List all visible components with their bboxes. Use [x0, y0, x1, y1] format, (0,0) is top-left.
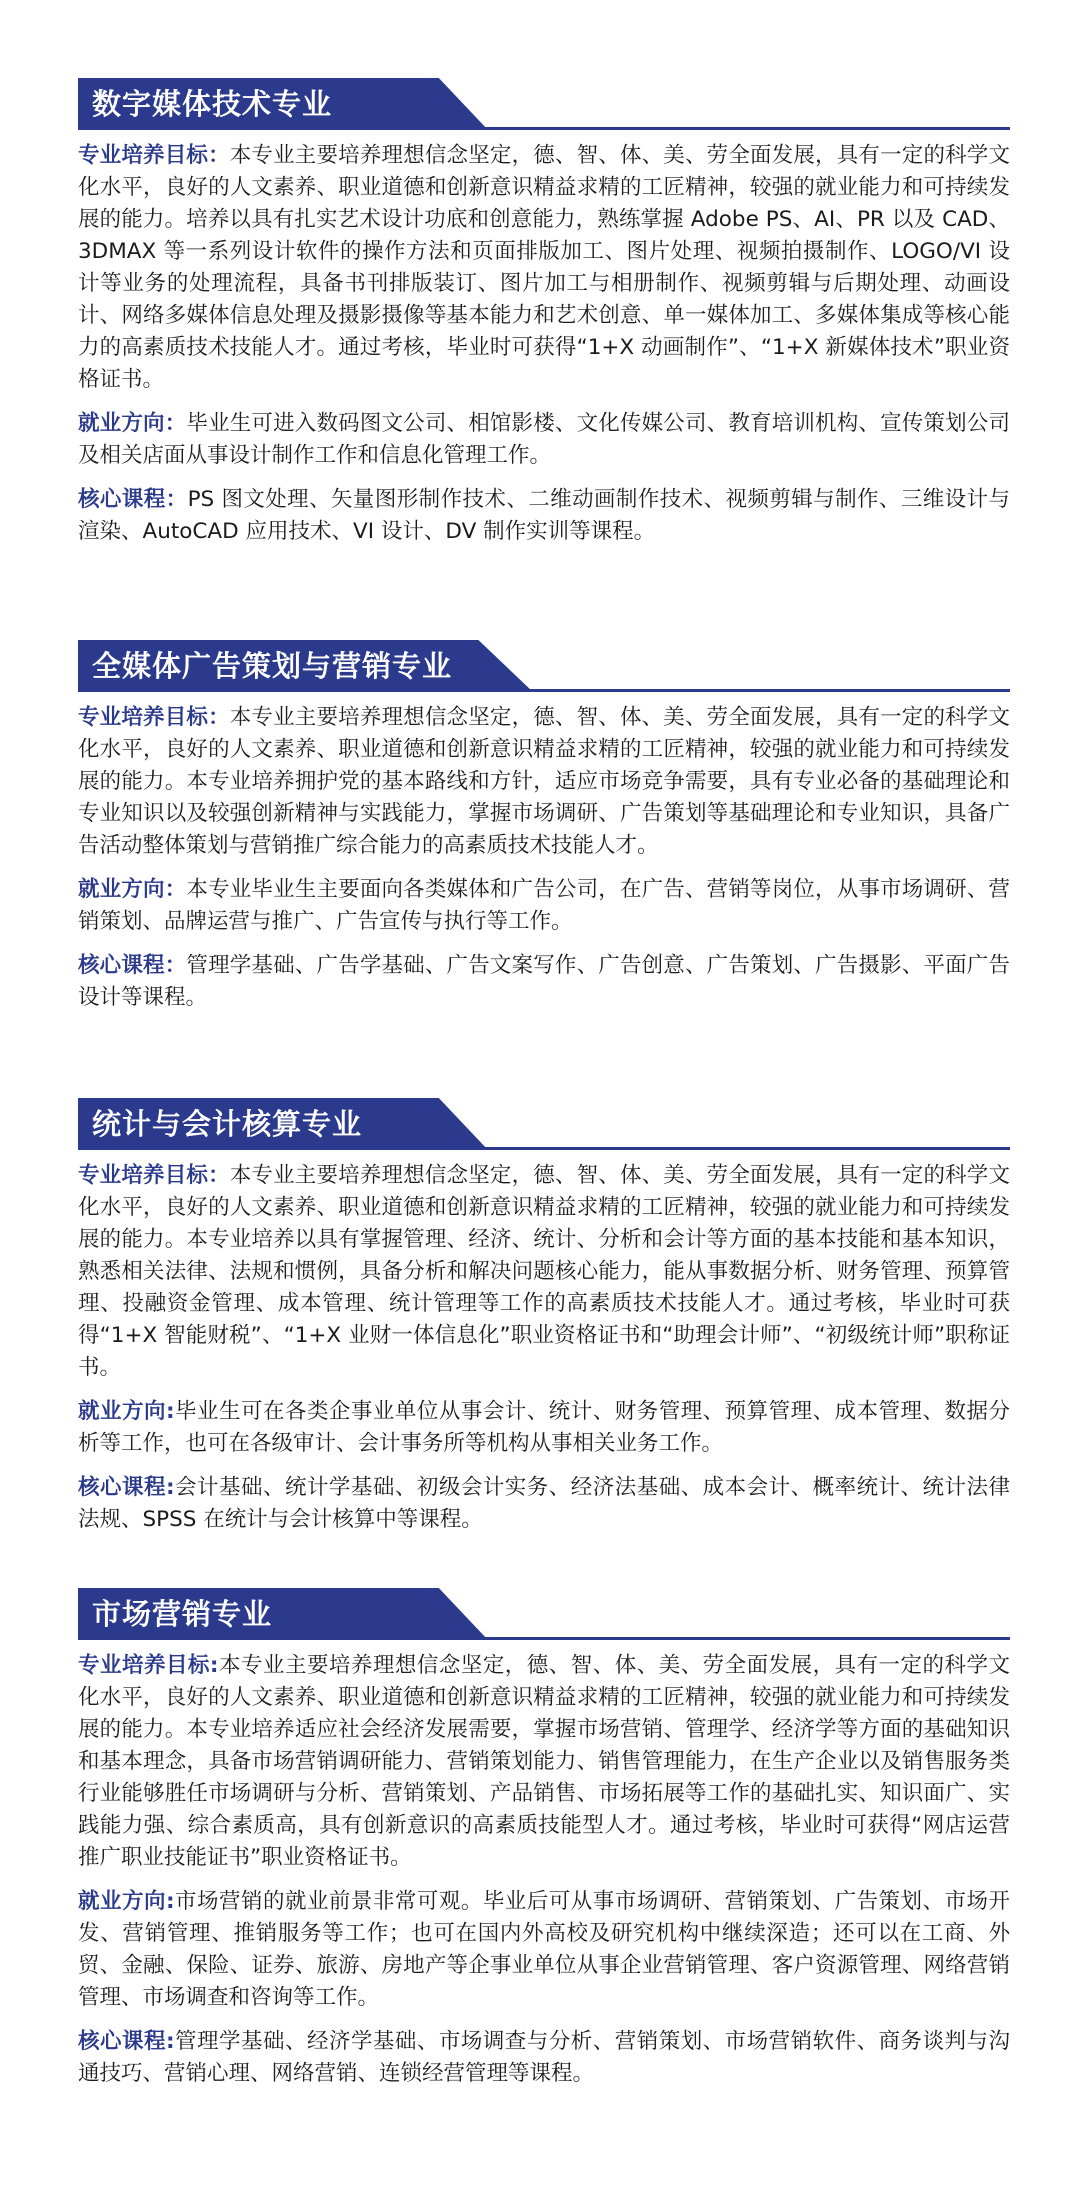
- core-courses-label: 核心课程:: [78, 1475, 175, 1500]
- training-goal: [78, 140, 1010, 396]
- training-goal-label: 专业培养目标：: [78, 143, 230, 168]
- section-title: 市场营销专业: [92, 1597, 273, 1631]
- core-courses-label: 核心课程:: [78, 2029, 175, 2054]
- section-title: 数字媒体技术专业: [92, 87, 333, 121]
- training-goal: [78, 1650, 1010, 1874]
- section-title: 统计与会计核算专业: [92, 1107, 363, 1141]
- core-courses-label: 核心课程：: [78, 487, 188, 512]
- training-goal-label: 专业培养目标：: [78, 705, 230, 730]
- major-section-digital-media: [78, 78, 1010, 548]
- training-goal-text: 本专业主要培养理想信念坚定，德、智、体、美、劳全面发展，具有一定的科学文化水平，良好的人文素养、职业道德和创新意识精益求精的工匠精神，较强的就业能力和可持续发展的能力。本专业培养拥护党的基本路线和方针，适应市场竞争需要，具有专业必备的基础理论和专业知识以及较强创新精神与实践能力，掌握市场调研、广告策划等基础理论和专业知识，具备广告活动整体策划与营销推广综合能力的高素质技术技能人才。: [78, 705, 1010, 858]
- training-goal-text: 本专业主要培养理想信念坚定，德、智、体、美、劳全面发展，具有一定的科学文化水平，良好的人文素养、职业道德和创新意识精益求精的工匠精神，较强的就业能力和可持续发展的能力。培养以具有扎实艺术设计功底和创意能力，熟练掌握 Adobe PS、AI、PR 以及 CAD、3DMAX 等一系列设计软件的操作方法和页面排版加工、图片处理、视频拍摄制作、LOGO/VI 设计等业务的处理流程，具备书刊排版装订、图片加工与相册制作、视频剪辑与后期处理、动画设计、网络多媒体信息处理及摄影摄像等基本能力和艺术创意、单一媒体加工、多媒体集成等核心能力的高素质技术技能人才。通过考核，毕业时可获得“1+X 动画制作”、“1+X 新媒体技术”职业资格证书。: [78, 143, 1010, 392]
- career-direction: [78, 1396, 1010, 1460]
- section-divider: [78, 689, 1010, 692]
- section-divider: [78, 127, 1010, 130]
- major-section-marketing: [78, 1588, 1010, 2090]
- training-goal: [78, 702, 1010, 862]
- career-direction-text: 毕业生可进入数码图文公司、相馆影楼、文化传媒公司、教育培训机构、宣传策划公司及相关店面从事设计制作工作和信息化管理工作。: [78, 411, 1010, 468]
- core-courses: [78, 1472, 1010, 1536]
- section-title: 全媒体广告策划与营销专业: [92, 649, 453, 683]
- career-direction-text: 毕业生可在各类企事业单位从事会计、统计、财务管理、预算管理、成本管理、数据分析等工作，也可在各级审计、会计事务所等机构从事相关业务工作。: [78, 1399, 1010, 1456]
- training-goal-text: 本专业主要培养理想信念坚定，德、智、体、美、劳全面发展，具有一定的科学文化水平，良好的人文素养、职业道德和创新意识精益求精的工匠精神，较强的就业能力和可持续发展的能力。本专业培养适应社会经济发展需要，掌握市场营销、管理学、经济学等方面的基础知识和基本理念，具备市场营销调研能力、营销策划能力、销售管理能力，在生产企业以及销售服务类行业能够胜任市场调研与分析、营销策划、产品销售、市场拓展等工作的基础扎实、知识面广、实践能力强、综合素质高，具有创新意识的高素质技能型人才。通过考核，毕业时可获得“网店运营推广职业技能证书”职业资格证书。: [78, 1653, 1010, 1870]
- career-direction-label: 就业方向：: [78, 877, 187, 902]
- career-direction-label: 就业方向:: [78, 1889, 175, 1914]
- major-section-advertising: [78, 640, 1010, 1014]
- career-direction-label: 就业方向：: [78, 411, 187, 436]
- training-goal: [78, 1160, 1010, 1384]
- core-courses-label: 核心课程：: [78, 953, 187, 978]
- section-header: [78, 78, 1010, 130]
- section-header: [78, 1588, 1010, 1640]
- training-goal-label: 专业培养目标：: [78, 1163, 230, 1188]
- core-courses-text: 会计基础、统计学基础、初级会计实务、经济法基础、成本会计、概率统计、统计法律法规、SPSS 在统计与会计核算中等课程。: [78, 1475, 1010, 1532]
- section-divider: [78, 1147, 1010, 1150]
- career-direction-label: 就业方向:: [78, 1399, 175, 1424]
- career-direction: [78, 1886, 1010, 2014]
- core-courses-text: 管理学基础、广告学基础、广告文案写作、广告创意、广告策划、广告摄影、平面广告设计等课程。: [78, 953, 1010, 1010]
- section-divider: [78, 1637, 1010, 1640]
- training-goal-text: 本专业主要培养理想信念坚定，德、智、体、美、劳全面发展，具有一定的科学文化水平，良好的人文素养、职业道德和创新意识精益求精的工匠精神，较强的就业能力和可持续发展的能力。本专业培养以具有掌握管理、经济、统计、分析和会计等方面的基本技能和基本知识，熟悉相关法律、法规和惯例，具备分析和解决问题核心能力，能从事数据分析、财务管理、预算管理、投融资金管理、成本管理、统计管理等工作的高素质技术技能人才。通过考核，毕业时可获得“1+X 智能财税”、“1+X 业财一体信息化”职业资格证书和“助理会计师”、“初级统计师”职称证书。: [78, 1163, 1010, 1380]
- career-direction-text: 本专业毕业生主要面向各类媒体和广告公司，在广告、营销等岗位，从事市场调研、营销策划、品牌运营与推广、广告宣传与执行等工作。: [78, 877, 1010, 934]
- core-courses: [78, 484, 1010, 548]
- major-section-accounting: [78, 1098, 1010, 1536]
- core-courses: [78, 2026, 1010, 2090]
- career-direction: [78, 408, 1010, 472]
- section-header: [78, 640, 1010, 692]
- career-direction-text: 市场营销的就业前景非常可观。毕业后可从事市场调研、营销策划、广告策划、市场开发、营销管理、推销服务等工作；也可在国内外高校及研究机构中继续深造；还可以在工商、外贸、金融、保险、证券、旅游、房地产等企事业单位从事企业营销管理、客户资源管理、网络营销管理、市场调查和咨询等工作。: [78, 1889, 1010, 2010]
- training-goal-label: 专业培养目标:: [78, 1653, 219, 1678]
- core-courses-text: PS 图文处理、矢量图形制作技术、二维动画制作技术、视频剪辑与制作、三维设计与渲染、AutoCAD 应用技术、VI 设计、DV 制作实训等课程。: [78, 487, 1010, 544]
- core-courses: [78, 950, 1010, 1014]
- section-header: [78, 1098, 1010, 1150]
- career-direction: [78, 874, 1010, 938]
- core-courses-text: 管理学基础、经济学基础、市场调查与分析、营销策划、市场营销软件、商务谈判与沟通技巧、营销心理、网络营销、连锁经营管理等课程。: [78, 2029, 1010, 2086]
